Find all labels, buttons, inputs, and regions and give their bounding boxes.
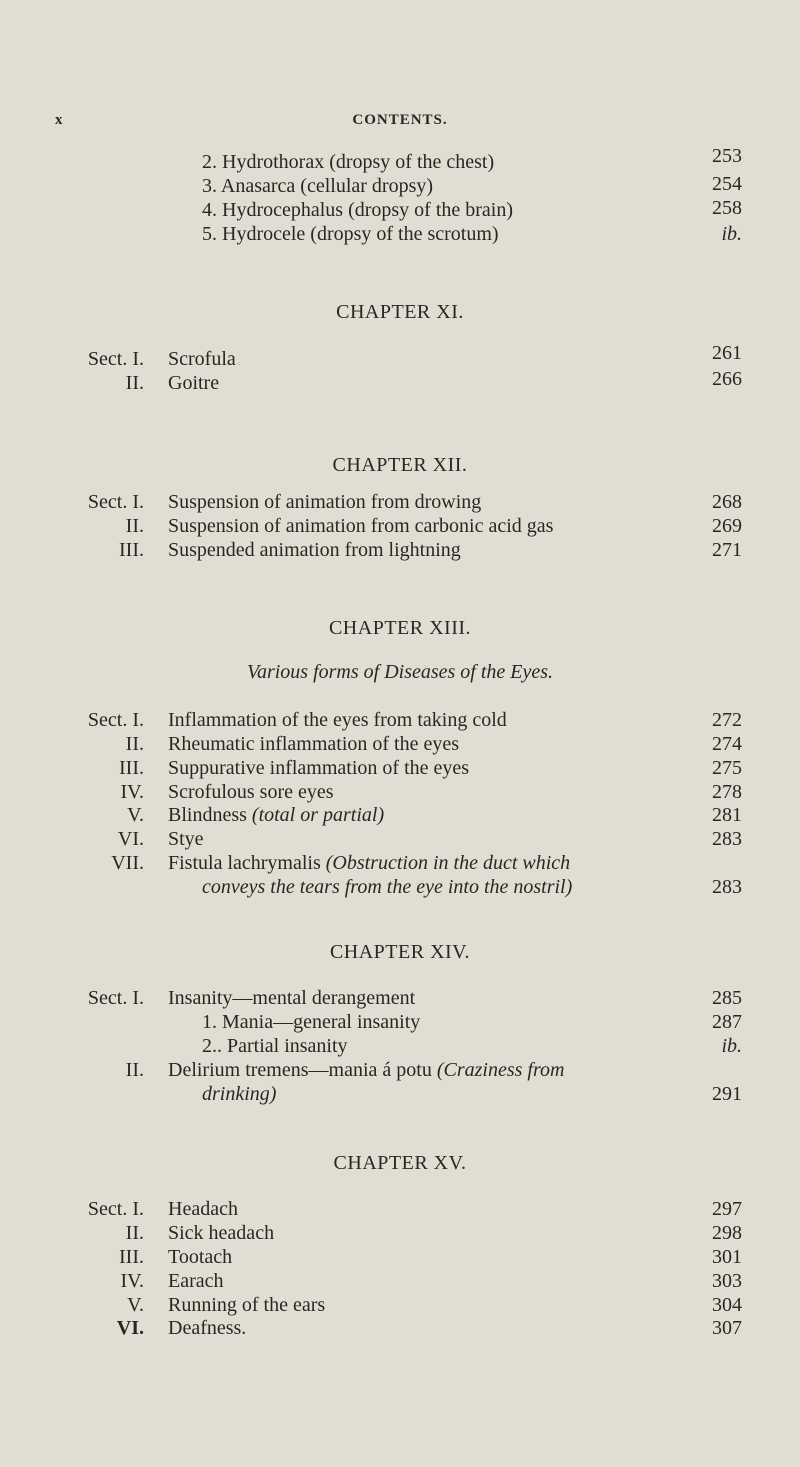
- folio: x: [55, 112, 63, 128]
- entry-page: 285: [712, 987, 742, 1009]
- entry-page: 283: [712, 828, 742, 850]
- toc-entry: [0, 514, 800, 538]
- section-number: III.: [119, 757, 144, 779]
- section-number: III.: [119, 1246, 144, 1268]
- entry-title: Scrofula: [168, 348, 236, 370]
- entry-page: 274: [712, 733, 742, 755]
- toc-entry: [0, 538, 800, 562]
- toc-entry: [0, 1221, 800, 1245]
- section-number: VII.: [111, 852, 144, 874]
- entry-page: 271: [712, 539, 742, 561]
- entry-page: 278: [712, 781, 742, 803]
- entry-page: 266: [712, 368, 742, 390]
- entry-page: 303: [712, 1270, 742, 1292]
- section-number: IV.: [120, 1270, 144, 1292]
- entry-title: Suspension of animation from drowing: [168, 491, 482, 513]
- running-title: CONTENTS.: [352, 112, 448, 128]
- toc-entry: [0, 827, 800, 851]
- entry-page: 291: [712, 1083, 742, 1105]
- entry-title: 1. Mania—general insanity: [202, 1011, 421, 1033]
- entry-page: 268: [712, 491, 742, 513]
- toc-entry: [0, 1034, 800, 1058]
- entry-title: 3. Anasarca (cellular dropsy): [202, 175, 434, 197]
- toc-entry: [0, 342, 800, 371]
- section-number: Sect. I.: [87, 348, 144, 370]
- page-header: [0, 112, 800, 136]
- toc-entry: [0, 780, 800, 804]
- section-number: VI.: [117, 828, 144, 850]
- entry-title: Headach: [168, 1198, 238, 1220]
- toc-entry: [0, 1245, 800, 1269]
- entry-title: Suppurative inflammation of the eyes: [168, 757, 470, 779]
- chapter-heading: CHAPTER XII.: [332, 454, 468, 476]
- entry-title: Tootach: [168, 1246, 233, 1268]
- section-number: Sect. I.: [87, 1198, 144, 1220]
- section-number: II.: [125, 372, 144, 394]
- entry-title: Suspended animation from lightning: [168, 539, 461, 561]
- section-number: III.: [119, 539, 144, 561]
- entry-title: Earach: [168, 1270, 224, 1292]
- entry-title: Running of the ears: [168, 1294, 326, 1316]
- entry-title: 2.. Partial insanity: [202, 1035, 348, 1057]
- section-number: II.: [125, 733, 144, 755]
- toc-entry-continuation: [0, 1082, 800, 1106]
- toc-entry: [0, 986, 800, 1010]
- entry-page: 254: [712, 173, 742, 195]
- section-number: V.: [127, 1294, 144, 1316]
- toc-entry: [0, 756, 800, 780]
- toc-entry: [0, 222, 800, 246]
- section-number: II.: [125, 1059, 144, 1081]
- entry-page: 307: [712, 1317, 742, 1339]
- toc-entry-continuation: [0, 875, 800, 899]
- toc-entry: [0, 368, 800, 395]
- entry-page: 258: [712, 197, 742, 219]
- entry-page: 298: [712, 1222, 742, 1244]
- entry-title: 5. Hydrocele (dropsy of the scrotum): [202, 223, 499, 245]
- toc-entry: [0, 851, 800, 875]
- toc-entry: [0, 732, 800, 756]
- toc-entry: [0, 198, 800, 222]
- entry-page: 283: [712, 876, 742, 898]
- entry-page: 301: [712, 1246, 742, 1268]
- chapter-heading: CHAPTER XIV.: [329, 941, 471, 963]
- section-number: Sect. I.: [87, 709, 144, 731]
- chapter-heading: CHAPTER XIII.: [328, 617, 472, 639]
- toc-entry: [0, 145, 800, 174]
- toc-entry: [0, 803, 800, 827]
- entry-page: 269: [712, 515, 742, 537]
- chapter-heading: CHAPTER XI.: [336, 301, 464, 323]
- toc-entry: [0, 1316, 800, 1340]
- entry-title: Inflammation of the eyes from taking cold: [168, 709, 507, 731]
- entry-title: Insanity—mental derangement: [168, 987, 416, 1009]
- entry-title-continuation: drinking): [202, 1083, 277, 1105]
- entry-title: Fistula lachrymalis (Obstruction in the duct which: [168, 852, 571, 874]
- toc-entry: [0, 1058, 800, 1082]
- entry-title: Sick headach: [168, 1222, 275, 1244]
- entry-page: 287: [712, 1011, 742, 1033]
- entry-title: Rheumatic inflammation of the eyes: [168, 733, 460, 755]
- section-number: IV.: [120, 781, 144, 803]
- entry-page: 272: [712, 709, 742, 731]
- section-number: II.: [125, 515, 144, 537]
- entry-page: 304: [712, 1294, 742, 1316]
- toc-entry: [0, 1269, 800, 1293]
- entry-page: 281: [712, 804, 742, 826]
- entry-title: 2. Hydrothorax (dropsy of the chest): [202, 151, 495, 173]
- section-number: II.: [125, 1222, 144, 1244]
- entry-title: Delirium tremens—mania á potu (Craziness from: [168, 1059, 565, 1081]
- entry-title: 4. Hydrocephalus (dropsy of the brain): [202, 199, 514, 221]
- entry-page: ib.: [721, 1035, 742, 1057]
- section-number: Sect. I.: [87, 987, 144, 1009]
- entry-title-continuation: conveys the tears from the eye into the nostril): [202, 876, 573, 898]
- entry-title: Stye: [168, 828, 204, 850]
- toc-entry: [0, 174, 800, 198]
- toc-entry: [0, 1010, 800, 1034]
- entry-title: Deafness.: [168, 1317, 247, 1339]
- entry-page: ib.: [721, 223, 742, 245]
- section-number: VI.: [116, 1317, 144, 1339]
- toc-entry: [0, 1197, 800, 1221]
- section-number: Sect. I.: [87, 491, 144, 513]
- entry-page: 253: [712, 145, 742, 167]
- chapter-subheading: Various forms of Diseases of the Eyes.: [246, 661, 554, 683]
- entry-page: 275: [712, 757, 742, 779]
- entry-title: Goitre: [168, 372, 220, 394]
- entry-page: 261: [712, 342, 742, 364]
- section-number: V.: [127, 804, 144, 826]
- entry-title: Suspension of animation from carbonic acid gas: [168, 515, 554, 537]
- entry-page: 297: [712, 1198, 742, 1220]
- entry-title: Scrofulous sore eyes: [168, 781, 334, 803]
- toc-entry: [0, 1293, 800, 1317]
- toc-entry: [0, 708, 800, 732]
- chapter-heading: CHAPTER XV.: [333, 1152, 467, 1174]
- entry-title: Blindness (total or partial): [168, 804, 385, 826]
- toc-entry: [0, 490, 800, 514]
